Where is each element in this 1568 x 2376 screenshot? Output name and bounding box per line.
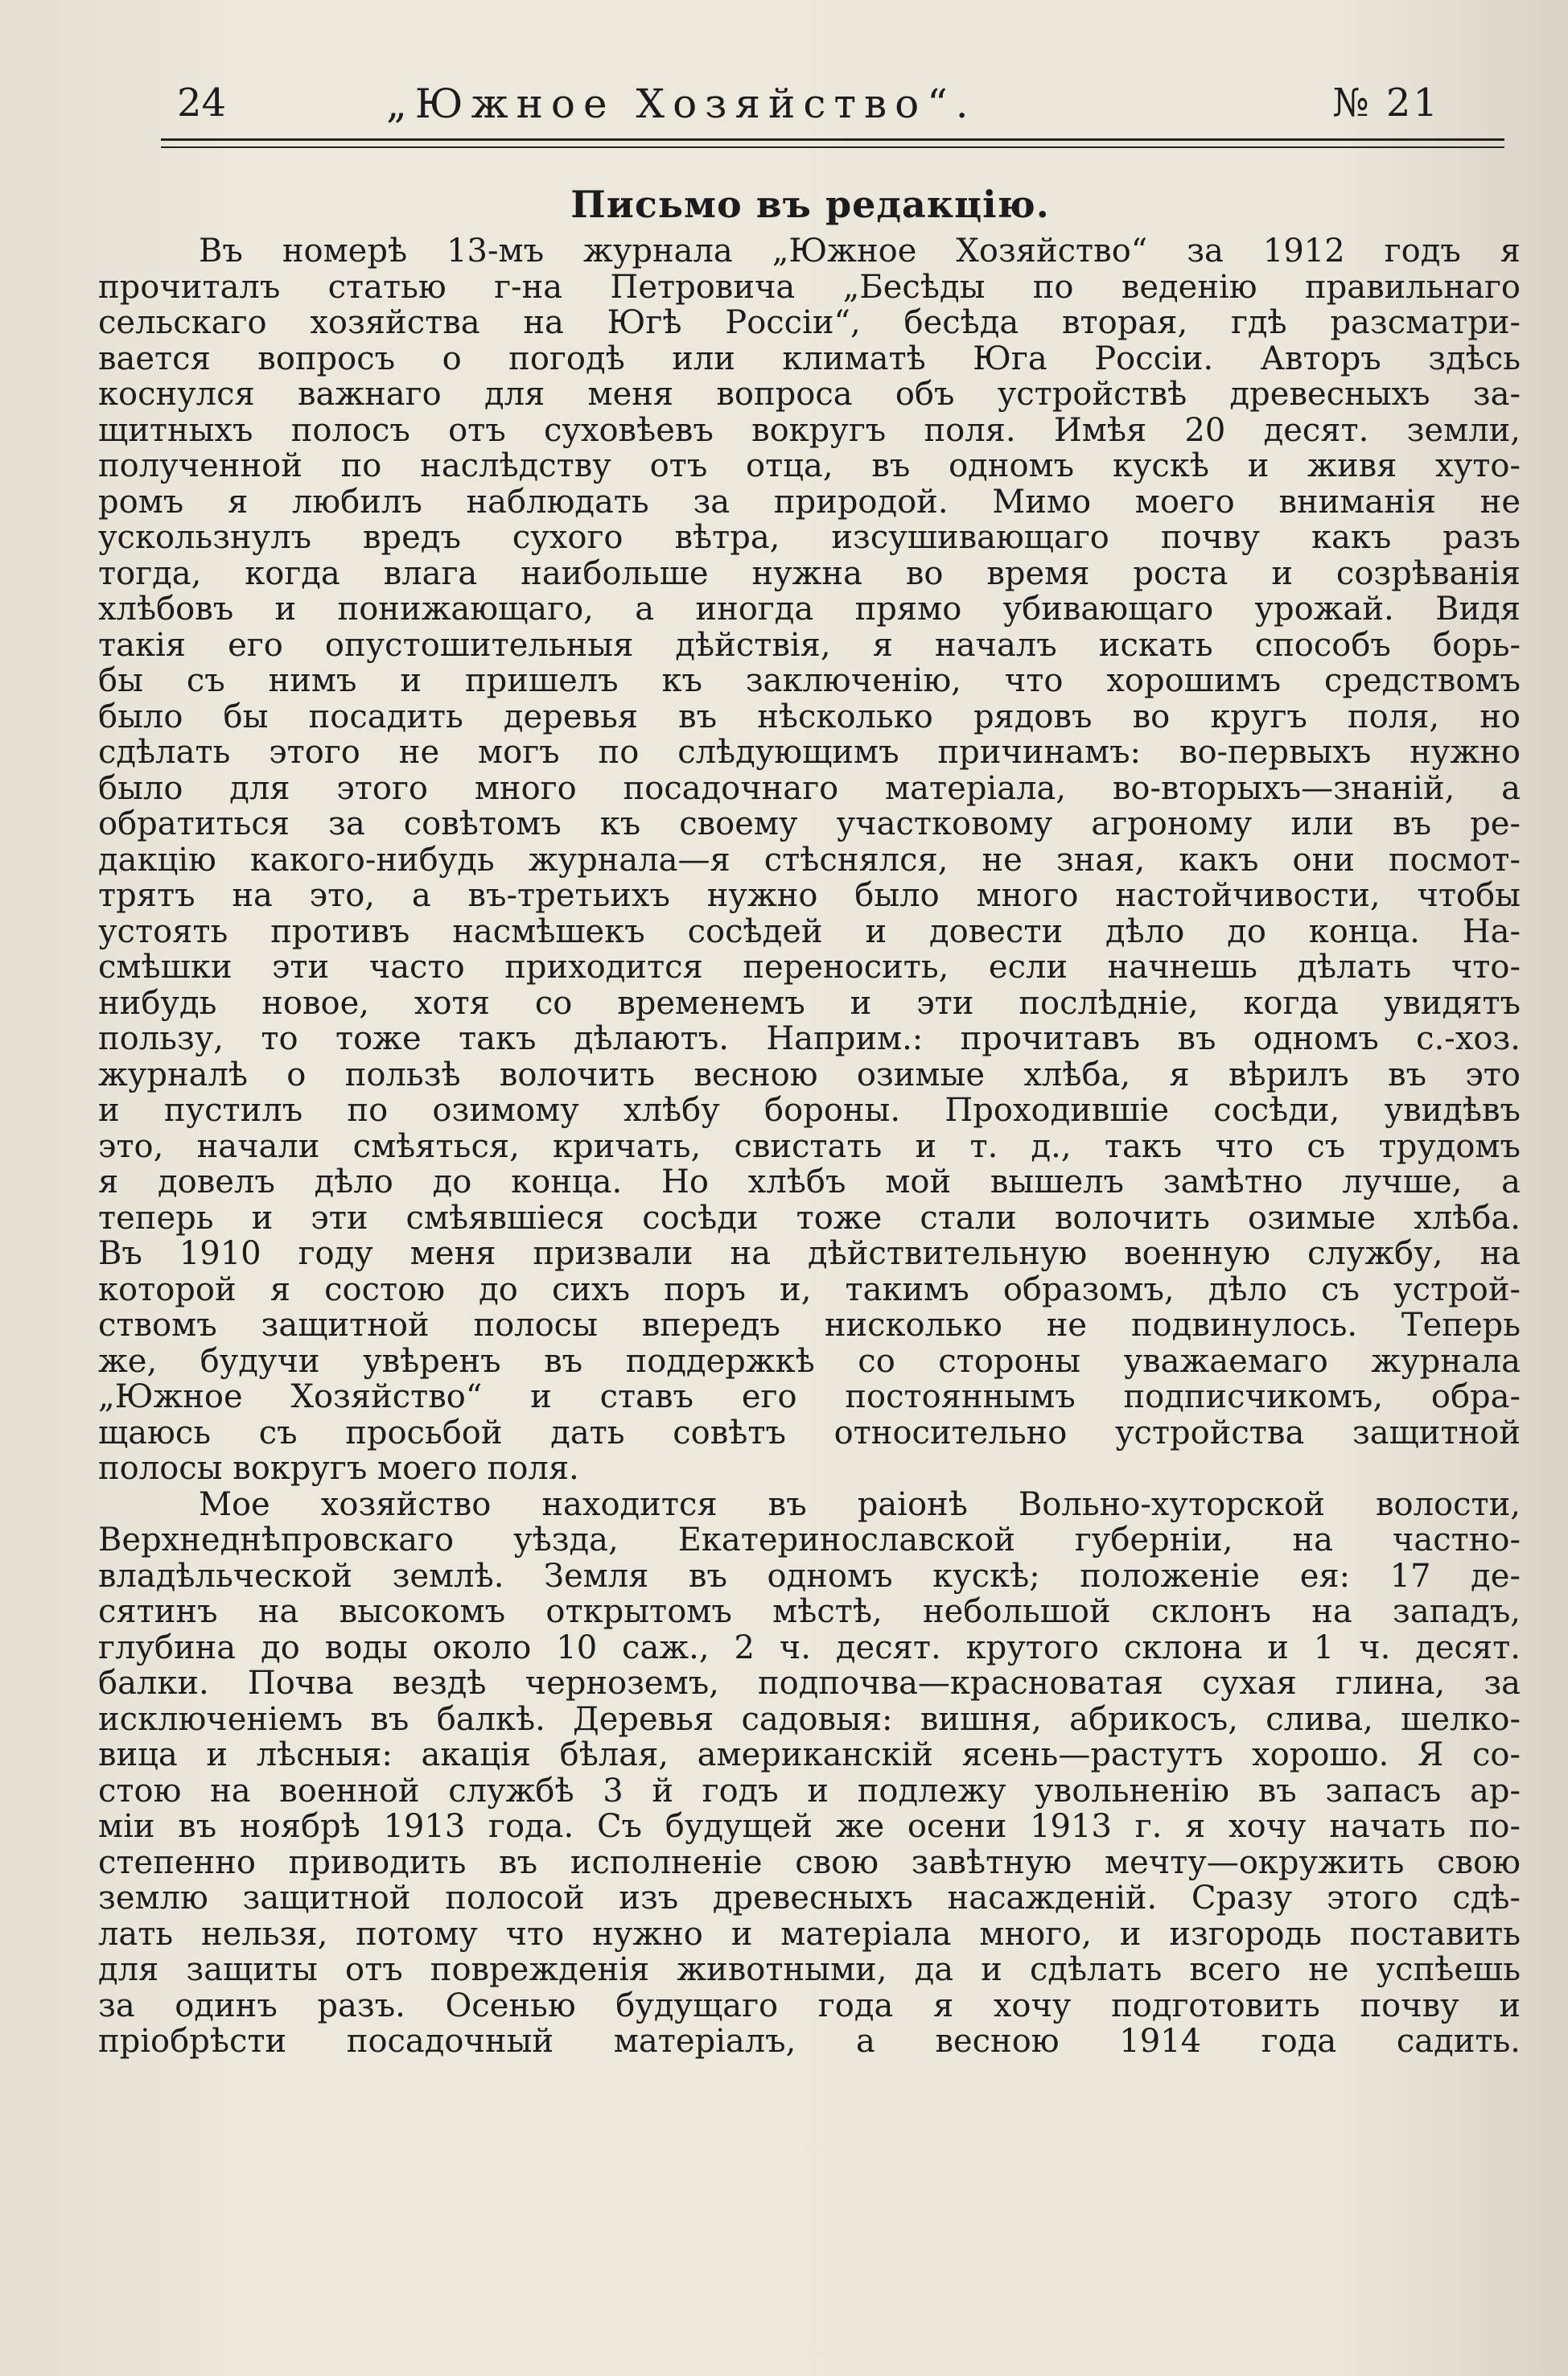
text-line: бы съ нимъ и пришелъ къ заключенію, что хорошимъ средствомъ	[98, 662, 1521, 699]
text-line: это, начали смѣяться, кричать, свистать и т. д., такъ что съ трудомъ	[98, 1127, 1521, 1165]
text-line: щаюсь съ просьбой дать совѣтъ относительно устройства защитной	[98, 1414, 1521, 1452]
header-rule-bottom	[161, 146, 1504, 148]
page-number: 24	[177, 80, 227, 126]
text-line: вица и лѣсныя: акація бѣлая, американскій ясень—растутъ хорошо. Я со-	[98, 1736, 1521, 1773]
text-line: Въ 1910 году меня призвали на дѣйствительную военную службу, на	[98, 1235, 1521, 1272]
text-line: Мое хозяйство находится въ раіонѣ Вольно-хуторской волости,	[199, 1485, 1521, 1523]
text-line: ускользнулъ вредъ сухого вѣтра, изсушивающаго почву какъ разъ	[98, 519, 1521, 556]
text-line: пріобрѣсти посадочный матеріалъ, а весною 1914 года садить.	[98, 2023, 1521, 2060]
text-line: и пустилъ по озимому хлѣбу бороны. Проходившіе сосѣди, увидѣвъ	[98, 1092, 1521, 1129]
text-line: хлѣбовъ и понижающаго, а иногда прямо убивающаго урожай. Видя	[98, 591, 1521, 628]
text-line: устоять противъ насмѣшекъ сосѣдей и довести дѣло до конца. На-	[98, 912, 1521, 950]
article-title: Письмо въ редакцію.	[570, 183, 1050, 226]
text-line: сельскаго хозяйства на Югѣ Россіи“, бесѣда вторая, гдѣ разсматри-	[98, 304, 1521, 341]
text-line: землю защитной полосой изъ древесныхъ насажденій. Сразу этого сдѣ-	[98, 1880, 1521, 1917]
text-line: стою на военной службѣ 3 й годъ и подлежу увольненію въ запасъ ар-	[98, 1772, 1521, 1810]
text-line: коснулся важнаго для меня вопроса объ устройствѣ древесныхъ за-	[98, 376, 1521, 413]
text-line: полученной по наслѣдству отъ отца, въ одномъ кускѣ и живя хуто-	[98, 447, 1521, 484]
page-header	[169, 80, 1472, 145]
text-line: для защиты отъ поврежденія животными, да и сдѣлать всего не успѣешь	[98, 1951, 1521, 1988]
text-line: полосы вокругъ моего поля.	[98, 1450, 579, 1487]
text-line: глубина до воды около 10 саж., 2 ч. десят. крутого склона и 1 ч. десят.	[98, 1629, 1521, 1666]
text-line: нибудь новое, хотя со временемъ и эти послѣдніе, когда увидятъ	[98, 984, 1521, 1022]
text-line: было для этого много посадочнаго матеріала, во-вторыхъ—знаній, а	[98, 769, 1521, 807]
text-line: вается вопросъ о погодѣ или климатѣ Юга Россіи. Авторъ здѣсь	[98, 340, 1521, 377]
text-line: же, будучи увѣренъ въ поддержкѣ со стороны уважаемаго журнала	[98, 1342, 1521, 1380]
text-line: лать нельзя, потому что нужно и матеріала много, и изгородь поставить	[98, 1915, 1521, 1953]
text-line: трятъ на это, а въ-третьихъ нужно было много настойчивости, чтобы	[98, 877, 1521, 914]
text-line: исключеніемъ въ балкѣ. Деревья садовыя: вишня, абрикосъ, слива, шелко-	[98, 1700, 1521, 1738]
text-line: теперь и эти смѣявшіеся сосѣди тоже стали волочить озимые хлѣба.	[98, 1199, 1521, 1237]
text-line: ромъ я любилъ наблюдать за природой. Мимо моего вниманія не	[98, 483, 1521, 521]
text-line: тогда, когда влага наибольше нужна во время роста и созрѣванія	[98, 554, 1521, 592]
text-line: щитныхъ полосъ отъ суховѣевъ вокругъ поля. Имѣя 20 десят. земли,	[98, 411, 1521, 449]
text-line: Въ номерѣ 13-мъ журнала „Южное Хозяйство“ за 1912 годъ я	[199, 233, 1521, 270]
text-line: за одинъ разъ. Осенью будущаго года я хочу подготовить почву и	[98, 1987, 1521, 2024]
issue-number: № 21	[1332, 80, 1440, 126]
text-line: смѣшки эти часто приходится переносить, если начнешь дѣлать что-	[98, 949, 1521, 986]
text-line: ствомъ защитной полосы впередъ нисколько не подвинулось. Теперь	[98, 1307, 1521, 1344]
text-line: было бы посадить деревья въ нѣсколько рядовъ во кругъ поля, но	[98, 698, 1521, 735]
journal-title: „Южное Хозяйство“.	[386, 80, 977, 127]
text-line: балки. Почва вездѣ черноземъ, подпочва—красноватая сухая глина, за	[98, 1665, 1521, 1702]
article-body	[98, 233, 1521, 2095]
header-rule-top	[161, 138, 1504, 141]
text-line: сятинъ на высокомъ открытомъ мѣстѣ, небольшой склонъ на западъ,	[98, 1593, 1521, 1630]
text-line: прочиталъ статью г-на Петровича „Бесѣды по веденію правильнаго	[98, 268, 1521, 306]
text-line: журналѣ о пользѣ волочить весною озимые хлѣба, я вѣрилъ въ это	[98, 1056, 1521, 1093]
text-line: которой я состою до сихъ поръ и, такимъ образомъ, дѣло съ устрой-	[98, 1270, 1521, 1308]
text-line: обратиться за совѣтомъ къ своему участковому агроному или въ ре-	[98, 805, 1521, 842]
text-line: дакцію какого-нибудь журнала—я стѣснялся, не зная, какъ они посмот-	[98, 841, 1521, 879]
text-line: Верхнеднѣпровскаго уѣзда, Екатеринославской губерніи, на частно-	[98, 1522, 1521, 1559]
text-line: міи въ ноябрѣ 1913 года. Съ будущей же осени 1913 г. я хочу начать по-	[98, 1808, 1521, 1845]
text-line: степенно приводить въ исполненіе свою завѣтную мечту—окружить свою	[98, 1843, 1521, 1881]
text-line	[98, 2060, 1521, 2096]
text-line: „Южное Хозяйство“ и ставъ его постояннымъ подписчикомъ, обра-	[98, 1378, 1521, 1415]
text-line: пользу, то тоже такъ дѣлаютъ. Наприм.: прочитавъ въ одномъ с.-хоз.	[98, 1020, 1521, 1057]
text-line: такія его опустошительныя дѣйствія, я началъ искать способъ борь-	[98, 626, 1521, 664]
text-line: владѣльческой землѣ. Земля въ одномъ кускѣ; положеніе ея: 17 де-	[98, 1557, 1521, 1595]
text-line: сдѣлать этого не могъ по слѣдующимъ причинамъ: во-первыхъ нужно	[98, 734, 1521, 771]
text-line: я довелъ дѣло до конца. Но хлѣбъ мой вышелъ замѣтно лучше, а	[98, 1163, 1521, 1200]
